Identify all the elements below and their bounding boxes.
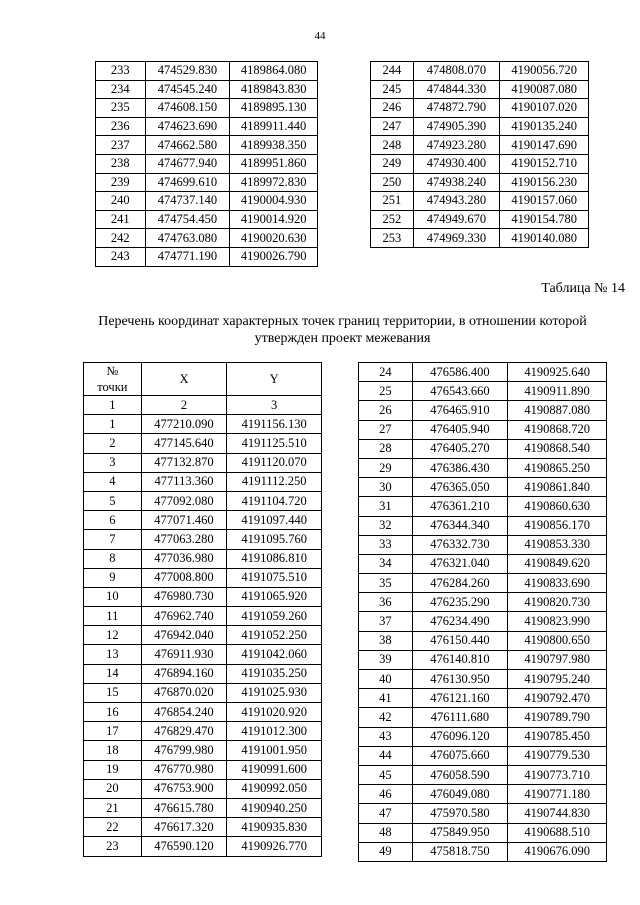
cell-point-number: 29 (359, 458, 413, 477)
table-row (371, 80, 589, 99)
cell-point-number: 239 (96, 173, 146, 192)
cell-point-number: 249 (371, 154, 414, 173)
cell-y: 4190887.080 (508, 401, 607, 420)
cell-y: 4190861.840 (508, 478, 607, 497)
cell-point-number: 234 (96, 80, 146, 99)
table-row (84, 568, 322, 587)
cell-y: 4191020.920 (227, 703, 322, 722)
cell-x: 474923.280 (413, 136, 500, 155)
cell-x: 474771.190 (145, 247, 230, 266)
table-row (359, 497, 607, 516)
cell-x: 476284.260 (412, 574, 508, 593)
cell-x: 476617.320 (141, 818, 227, 837)
cell-y: 4190785.450 (508, 727, 607, 746)
cell-y: 4190014.920 (230, 210, 318, 229)
cell-x: 477210.090 (141, 415, 227, 434)
cell-y: 4191075.510 (227, 568, 322, 587)
cell-point-number: 4 (84, 472, 142, 491)
cell-y: 4190860.630 (508, 497, 607, 516)
cell-point-number: 46 (359, 785, 413, 804)
cell-y: 4190135.240 (500, 117, 589, 136)
cell-point-number: 26 (359, 401, 413, 420)
cell-x: 474949.670 (413, 210, 500, 229)
table-row (84, 779, 322, 798)
cell-x: 474763.080 (145, 229, 230, 248)
cell-point-number: 21 (84, 798, 142, 817)
cell-point-number: 20 (84, 779, 142, 798)
cell-y: 4190868.720 (508, 420, 607, 439)
cell-x: 474737.140 (145, 192, 230, 211)
cell-y: 4190992.050 (227, 779, 322, 798)
cell-x: 476361.210 (412, 497, 508, 516)
cell-x: 476799.980 (141, 741, 227, 760)
cell-y: 4190856.170 (508, 516, 607, 535)
table-row (84, 645, 322, 664)
cell-y: 4190800.650 (508, 631, 607, 650)
cell-y: 4190026.790 (230, 247, 318, 266)
cell-x: 476111.680 (412, 708, 508, 727)
cell-y: 4190853.330 (508, 535, 607, 554)
cell-x: 476770.980 (141, 760, 227, 779)
page-number: 44 (314, 30, 326, 42)
cell-point-number: 31 (359, 497, 413, 516)
cell-y: 4189864.080 (230, 62, 318, 81)
cell-x: 476405.270 (412, 439, 508, 458)
cell-y: 4190676.090 (508, 842, 607, 861)
cell-y: 4190925.640 (508, 363, 607, 382)
cell-x: 476942.040 (141, 626, 227, 645)
cell-y: 4190154.780 (500, 210, 589, 229)
cell-x: 474662.580 (145, 136, 230, 155)
cell-x: 476234.490 (412, 612, 508, 631)
table-row (96, 136, 318, 155)
cell-y: 4190087.080 (500, 80, 589, 99)
cell-point-number: 34 (359, 554, 413, 573)
table-row (84, 760, 322, 779)
cell-point-number: 248 (371, 136, 414, 155)
cell-x: 476075.660 (412, 746, 508, 765)
cell-y: 4190140.080 (500, 229, 589, 248)
cell-point-number: 41 (359, 689, 413, 708)
cell-x: 474930.400 (413, 154, 500, 173)
cell-x: 476321.040 (412, 554, 508, 573)
cell-y: 4190868.540 (508, 439, 607, 458)
cell-point-number: 44 (359, 746, 413, 765)
cell-x: 476121.160 (412, 689, 508, 708)
cell-x: 476405.940 (412, 420, 508, 439)
cell-y: 4191059.260 (227, 607, 322, 626)
cell-y: 4190792.470 (508, 689, 607, 708)
cell-point-number: 39 (359, 650, 413, 669)
table-row (84, 837, 322, 856)
cell-point-number: 19 (84, 760, 142, 779)
cell-point-number: 15 (84, 683, 142, 702)
cell-x: 476332.730 (412, 535, 508, 554)
cell-x: 476365.050 (412, 478, 508, 497)
cell-point-number: 37 (359, 612, 413, 631)
table-row (96, 173, 318, 192)
cell-x: 476870.020 (141, 683, 227, 702)
table-row (96, 210, 318, 229)
cell-x: 476980.730 (141, 587, 227, 606)
cell-point-number: 16 (84, 703, 142, 722)
cell-point-number: 40 (359, 670, 413, 689)
coords-table-bottom-right (358, 362, 607, 862)
cell-point-number: 23 (84, 837, 142, 856)
cell-x: 475849.950 (412, 823, 508, 842)
cell-point-number: 252 (371, 210, 414, 229)
cell-point-number: 36 (359, 593, 413, 612)
table-row (84, 491, 322, 510)
cell-point-number: 33 (359, 535, 413, 554)
cell-y: 4190795.240 (508, 670, 607, 689)
cell-y: 4190147.690 (500, 136, 589, 155)
cell-point-number: 7 (84, 530, 142, 549)
table-row (84, 741, 322, 760)
cell-x: 474545.240 (145, 80, 230, 99)
cell-point-number: 10 (84, 587, 142, 606)
cell-point-number: 235 (96, 99, 146, 118)
cell-y: 4190865.250 (508, 458, 607, 477)
table-row (359, 612, 607, 631)
cell-x: 474969.330 (413, 229, 500, 248)
table-row (359, 593, 607, 612)
table-row (84, 818, 322, 837)
cell-point-number: 27 (359, 420, 413, 439)
table-row (84, 415, 322, 434)
header-y: Y (227, 363, 322, 396)
table-row (371, 173, 589, 192)
table-row (359, 842, 607, 861)
cell-y: 4190779.530 (508, 746, 607, 765)
cell-x: 476096.120 (412, 727, 508, 746)
cell-y: 4189938.350 (230, 136, 318, 155)
cell-x: 476962.740 (141, 607, 227, 626)
cell-x: 476586.400 (412, 363, 508, 382)
cell-x: 476894.160 (141, 664, 227, 683)
table-row (359, 363, 607, 382)
cell-x: 476854.240 (141, 703, 227, 722)
table-row (96, 99, 318, 118)
cell-point-number: 3 (84, 453, 142, 472)
cell-x: 476130.950 (412, 670, 508, 689)
table-row (84, 607, 322, 626)
cell-y: 4190820.730 (508, 593, 607, 612)
cell-x: 477008.800 (141, 568, 227, 587)
table-row (84, 798, 322, 817)
cell-x: 477092.080 (141, 491, 227, 510)
coords-table-top-right (370, 61, 589, 248)
cell-x: 475818.750 (412, 842, 508, 861)
cell-x: 474808.070 (413, 62, 500, 81)
table-row (84, 664, 322, 683)
cell-x: 476615.780 (141, 798, 227, 817)
table-row (84, 549, 322, 568)
cell-point-number: 25 (359, 382, 413, 401)
table-row (359, 746, 607, 765)
table-row (84, 453, 322, 472)
cell-y: 4189895.130 (230, 99, 318, 118)
cell-point-number: 251 (371, 192, 414, 211)
cell-point-number: 240 (96, 192, 146, 211)
cell-point-number: 45 (359, 765, 413, 784)
table-row (359, 516, 607, 535)
cell-x: 474608.150 (145, 99, 230, 118)
cell-point-number: 250 (371, 173, 414, 192)
cell-x: 476235.290 (412, 593, 508, 612)
cell-x: 476753.900 (141, 779, 227, 798)
cell-x: 476058.590 (412, 765, 508, 784)
cell-y: 4190940.250 (227, 798, 322, 817)
table-row (96, 154, 318, 173)
table-row (359, 401, 607, 420)
cell-y: 4190156.230 (500, 173, 589, 192)
cell-point-number: 245 (371, 80, 414, 99)
cell-y: 4190744.830 (508, 804, 607, 823)
cell-y: 4190771.180 (508, 785, 607, 804)
cell-y: 4189911.440 (230, 117, 318, 136)
cell-y: 4191025.930 (227, 683, 322, 702)
cell-point-number: 243 (96, 247, 146, 266)
table-row (359, 689, 607, 708)
table-title: Перечень координат характерных точек границ территории, в отношении которой утвержден проект межевания (98, 314, 587, 346)
cell-x: 474905.390 (413, 117, 500, 136)
cell-x: 477036.980 (141, 549, 227, 568)
cell-x: 476465.910 (412, 401, 508, 420)
cell-x: 476829.470 (141, 722, 227, 741)
cell-x: 476911.930 (141, 645, 227, 664)
cell-point-number: 43 (359, 727, 413, 746)
cell-point-number: 242 (96, 229, 146, 248)
cell-point-number: 13 (84, 645, 142, 664)
table-row (359, 478, 607, 497)
cell-x: 474754.450 (145, 210, 230, 229)
cell-y: 4190056.720 (500, 62, 589, 81)
cell-point-number: 14 (84, 664, 142, 683)
table-row (371, 210, 589, 229)
cell-x: 476543.660 (412, 382, 508, 401)
table-header-row (84, 363, 322, 396)
cell-x: 474938.240 (413, 173, 500, 192)
table-row (359, 804, 607, 823)
cell-y: 4191104.720 (227, 491, 322, 510)
cell-x: 476140.810 (412, 650, 508, 669)
cell-y: 4191001.950 (227, 741, 322, 760)
table-row (371, 154, 589, 173)
cell-point-number: 237 (96, 136, 146, 155)
table-row (359, 727, 607, 746)
table-row (84, 722, 322, 741)
cell-y: 4190849.620 (508, 554, 607, 573)
table-row (359, 650, 607, 669)
cell-y: 4191097.440 (227, 511, 322, 530)
table-caption: Таблица № 14 (541, 281, 625, 296)
table-row (359, 535, 607, 554)
table-row (359, 439, 607, 458)
cell-y: 4190935.830 (227, 818, 322, 837)
cell-point-number: 247 (371, 117, 414, 136)
cell-y: 4191035.250 (227, 664, 322, 683)
cell-point-number: 6 (84, 511, 142, 530)
cell-y: 4191125.510 (227, 434, 322, 453)
cell-point-number: 35 (359, 574, 413, 593)
cell-y: 4191156.130 (227, 415, 322, 434)
table-row (96, 62, 318, 81)
cell-point-number: 42 (359, 708, 413, 727)
cell-x: 476150.440 (412, 631, 508, 650)
cell-x: 477071.460 (141, 511, 227, 530)
cell-y: 4191120.070 (227, 453, 322, 472)
cell-point-number: 253 (371, 229, 414, 248)
cell-y: 4191012.300 (227, 722, 322, 741)
table-row (84, 511, 322, 530)
table-row (359, 420, 607, 439)
cell-x: 474529.830 (145, 62, 230, 81)
numbering-row: 1 2 3 (84, 396, 322, 415)
table-row (371, 117, 589, 136)
cell-y: 4190773.710 (508, 765, 607, 784)
table-row (84, 530, 322, 549)
cell-point-number: 24 (359, 363, 413, 382)
cell-point-number: 244 (371, 62, 414, 81)
table-row (84, 434, 322, 453)
table-row (359, 785, 607, 804)
cell-x: 477132.870 (141, 453, 227, 472)
table-row (359, 670, 607, 689)
table-row (359, 554, 607, 573)
cell-y: 4189951.860 (230, 154, 318, 173)
table-row (371, 99, 589, 118)
cell-point-number: 2 (84, 434, 142, 453)
cell-y: 4190833.690 (508, 574, 607, 593)
cell-point-number: 18 (84, 741, 142, 760)
table-row (371, 229, 589, 248)
cell-point-number: 12 (84, 626, 142, 645)
coords-table-top-left (95, 61, 318, 267)
table-row (359, 458, 607, 477)
cell-y: 4190797.980 (508, 650, 607, 669)
cell-x: 474844.330 (413, 80, 500, 99)
cell-y: 4190004.930 (230, 192, 318, 211)
table-row (359, 708, 607, 727)
cell-point-number: 47 (359, 804, 413, 823)
cell-y: 4189843.830 (230, 80, 318, 99)
cell-y: 4191052.250 (227, 626, 322, 645)
cell-y: 4190157.060 (500, 192, 589, 211)
cell-y: 4190926.770 (227, 837, 322, 856)
cell-y: 4191042.060 (227, 645, 322, 664)
cell-x: 476344.340 (412, 516, 508, 535)
cell-y: 4190991.600 (227, 760, 322, 779)
cell-point-number: 17 (84, 722, 142, 741)
table-row (84, 472, 322, 491)
cell-point-number: 8 (84, 549, 142, 568)
coords-table-bottom-left (83, 362, 322, 857)
cell-point-number: 1 (84, 415, 142, 434)
cell-y: 4190020.630 (230, 229, 318, 248)
table-row (359, 823, 607, 842)
cell-point-number: 5 (84, 491, 142, 510)
table-row (84, 683, 322, 702)
table-row (96, 80, 318, 99)
cell-point-number: 28 (359, 439, 413, 458)
cell-y: 4190107.020 (500, 99, 589, 118)
table-row (96, 229, 318, 248)
cell-y: 4190911.890 (508, 382, 607, 401)
table-row (96, 192, 318, 211)
cell-y: 4191065.920 (227, 587, 322, 606)
cell-point-number: 48 (359, 823, 413, 842)
table-row (371, 136, 589, 155)
cell-point-number: 22 (84, 818, 142, 837)
cell-x: 474677.940 (145, 154, 230, 173)
cell-y: 4191095.760 (227, 530, 322, 549)
header-x: X (141, 363, 227, 396)
cell-x: 474623.690 (145, 117, 230, 136)
cell-x: 474943.280 (413, 192, 500, 211)
cell-x: 477113.360 (141, 472, 227, 491)
cell-x: 476049.080 (412, 785, 508, 804)
cell-x: 476386.430 (412, 458, 508, 477)
cell-y: 4191086.810 (227, 549, 322, 568)
cell-y: 4190823.990 (508, 612, 607, 631)
table-row (359, 574, 607, 593)
cell-y: 4190152.710 (500, 154, 589, 173)
table-row (371, 62, 589, 81)
cell-y: 4190688.510 (508, 823, 607, 842)
cell-point-number: 236 (96, 117, 146, 136)
table-row (371, 192, 589, 211)
cell-point-number: 9 (84, 568, 142, 587)
cell-point-number: 32 (359, 516, 413, 535)
cell-point-number: 49 (359, 842, 413, 861)
cell-point-number: 38 (359, 631, 413, 650)
cell-x: 477063.280 (141, 530, 227, 549)
cell-point-number: 11 (84, 607, 142, 626)
cell-y: 4191112.250 (227, 472, 322, 491)
header-point-number: № точки (84, 363, 142, 396)
cell-x: 476590.120 (141, 837, 227, 856)
table-row (359, 382, 607, 401)
cell-x: 474872.790 (413, 99, 500, 118)
cell-point-number: 246 (371, 99, 414, 118)
cell-point-number: 233 (96, 62, 146, 81)
table-row (84, 703, 322, 722)
cell-point-number: 241 (96, 210, 146, 229)
cell-x: 477145.640 (141, 434, 227, 453)
table-row (96, 117, 318, 136)
cell-y: 4190789.790 (508, 708, 607, 727)
cell-x: 474699.610 (145, 173, 230, 192)
table-row (96, 247, 318, 266)
table-row (359, 631, 607, 650)
table-row (359, 765, 607, 784)
cell-y: 4189972.830 (230, 173, 318, 192)
cell-point-number: 30 (359, 478, 413, 497)
table-row (84, 626, 322, 645)
table-row (84, 587, 322, 606)
cell-point-number: 238 (96, 154, 146, 173)
cell-x: 475970.580 (412, 804, 508, 823)
